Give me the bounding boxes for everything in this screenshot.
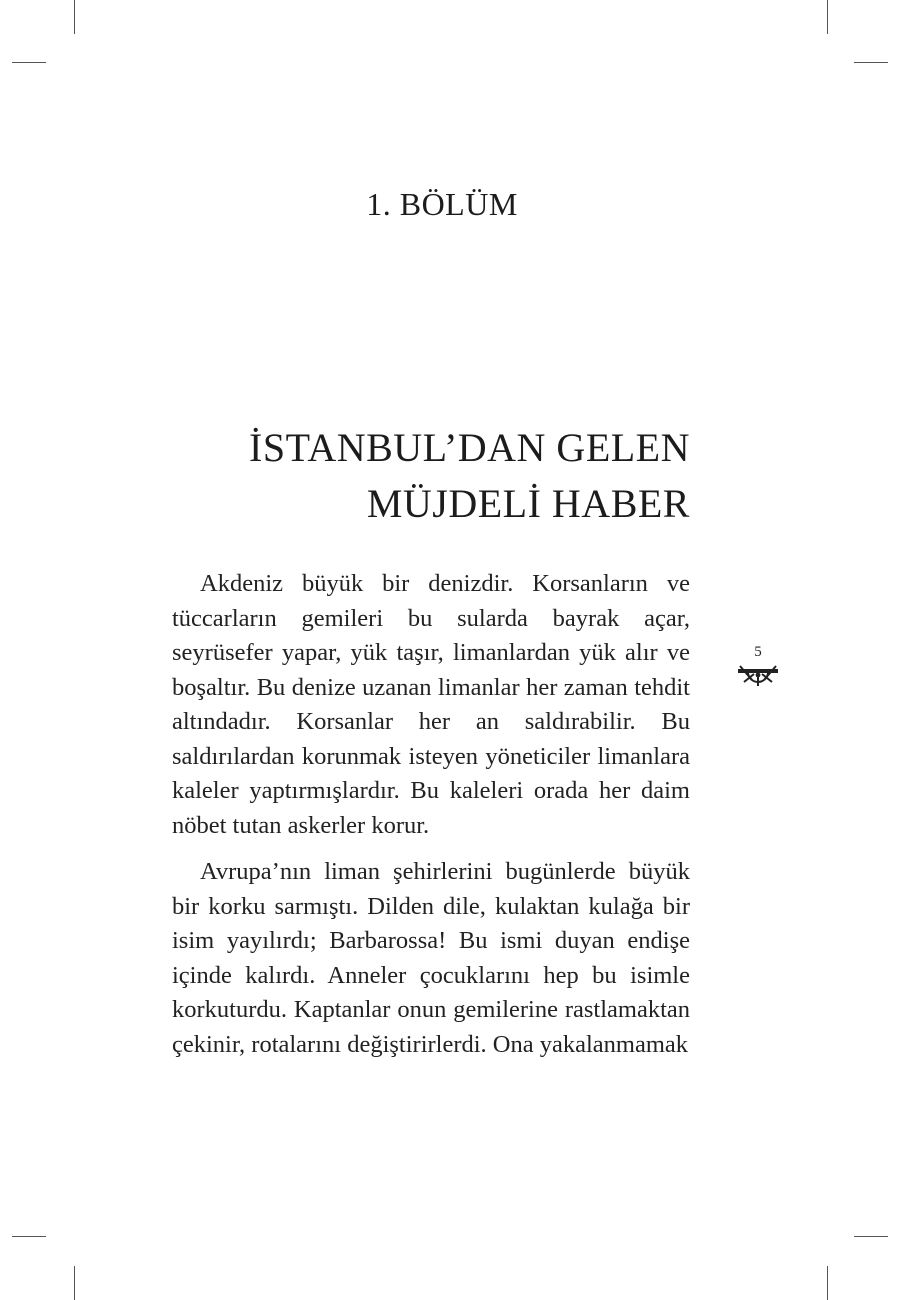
crop-mark-bottom-right	[827, 1266, 828, 1300]
chapter-title-line-2: MÜJDELİ HABER	[366, 481, 690, 526]
page-number: 5	[754, 644, 762, 660]
ship-wheel-icon	[734, 658, 782, 690]
paragraph-1: Akdeniz büyük bir denizdir. Korsanların ve tüccarların gemileri bu sularda bayrak açar, seyrüsefer yapar, yük taşır, limanlardan yük alır ve boşaltır. Bu denize uzanan limanlar her zaman tehdit altındadır. Korsanlar her an saldırabilir. Bu saldırılardan korunmak isteyen yöneticiler limanlara kaleler yaptırmışlardır. Bu kaleleri orada her daim nöbet tutan askerler korur.	[172, 570, 690, 839]
crop-mark-top-left	[74, 0, 75, 34]
page-ornament	[731, 644, 785, 692]
crop-mark-left-bottom	[12, 1236, 46, 1237]
paragraph-2: Avrupa’nın liman şehirlerini bugünlerde büyük bir korku sarmıştı. Dilden dile, kulaktan kulağa bir isim yayılırdı; Barbarossa! Bu ismi duyan endişe içinde kalırdı. Anneler çocuklarını hep bu isimle korkuturdu. Kaptanlar onun gemilerine rastlamaktan çekinir, rotalarını değiştirirlerdi. Ona yakalanmamak	[172, 858, 690, 1058]
crop-mark-bottom-left	[74, 1266, 75, 1300]
crop-mark-left-top	[12, 62, 46, 63]
chapter-title-line-1: İSTANBUL’DAN GELEN	[249, 425, 690, 470]
chapter-label: 1. BÖLÜM	[366, 186, 518, 222]
crop-mark-right-top	[854, 62, 888, 63]
crop-mark-right-bottom	[854, 1236, 888, 1237]
crop-mark-top-right	[827, 0, 828, 34]
body-text	[172, 567, 690, 1074]
chapter-title	[249, 420, 690, 532]
